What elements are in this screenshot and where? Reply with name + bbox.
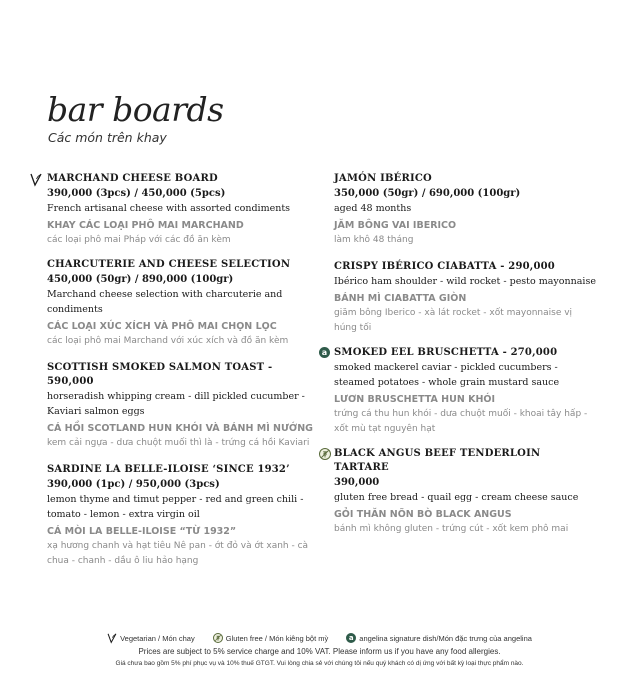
menu-item	[321, 346, 596, 437]
footer-note-vietnamese: Giá chưa bao gồm 5% phí phục vụ và 10% thuế GTGT. Vui lòng chia sẻ với chúng tôi nếu quý khách có dị ứng với bất kỳ loại thực phẩm nào.	[115, 660, 524, 667]
item-name: CRISPY IBÉRICO CIABATTA - 290,000	[334, 261, 555, 272]
item-description: smoked mackerel caviar - pickled cucumbers - steamed potatoes - whole grain mustard sauce	[334, 362, 560, 388]
item-description-vietnamese: giăm bông Iberico - xà lát rocket - xốt mayonnaise vị húng tối	[334, 308, 573, 333]
item-name: SARDINE LA BELLE-ILOISE ‘SINCE 1932’	[47, 464, 290, 475]
item-description: lemon thyme and timut pepper - red and green chili - tomato - lemon - extra virgin oil	[47, 494, 304, 520]
item-name-vietnamese: BÁNH MÌ CIABATTA GIÒN	[334, 293, 467, 304]
item-name: SCOTTISH SMOKED SALMON TOAST - 590,000	[47, 362, 273, 387]
page-title: bar boards	[47, 90, 224, 129]
item-name: MARCHAND CHEESE BOARD	[47, 173, 218, 184]
item-price: 450,000 (50gr) / 890,000 (100gr)	[47, 274, 234, 285]
item-name: SMOKED EEL BRUSCHETTA - 270,000	[334, 347, 558, 358]
legend-label-gluten-free: Gluten free / Món kiêng bột mỳ	[225, 633, 329, 643]
item-description-vietnamese: trứng cá thu hun khói - dưa chuột muối - khoai tây hấp - xốt mù tạt nguyên hạt	[334, 409, 588, 434]
signature-icon: a	[319, 347, 330, 358]
legend-label-signature: angelina signature dish/Món đặc trưng của angelina	[359, 633, 532, 643]
item-description-vietnamese: xạ hương chanh và hạt tiêu Nê pan - ớt đỏ và ớt xanh - cà chua - chanh - dầu ô liu hảo hạng	[47, 541, 309, 566]
menu-item	[47, 463, 315, 569]
legend-label-vegetarian: Vegetarian / Món chay	[120, 633, 195, 643]
gluten-free-icon	[213, 633, 223, 643]
item-name-vietnamese: CÁC LOẠI XÚC XÍCH VÀ PHÔ MAI CHỌN LỌC	[47, 321, 277, 332]
item-description-vietnamese: bánh mì không gluten - trứng cút - xốt kem phô mai	[334, 524, 569, 534]
item-name-vietnamese: CÁ MÒI LA BELLE-ILOISE “TỪ 1932”	[47, 526, 237, 537]
vegetarian-icon	[107, 633, 117, 643]
item-description-vietnamese: làm khô 48 tháng	[334, 235, 414, 245]
item-name-vietnamese: CÁ HỒI SCOTLAND HUN KHÓI VÀ BÁNH MÌ NƯỚNG	[47, 423, 313, 434]
item-price: 390,000 (3pcs) / 450,000 (5pcs)	[47, 188, 226, 199]
legend-item-signature	[346, 633, 532, 643]
menu-item	[334, 260, 596, 336]
signature-icon: a	[346, 633, 356, 643]
menu-item	[334, 172, 596, 248]
item-description: aged 48 months	[334, 203, 412, 214]
item-description: gluten free bread - quail egg - cream cheese sauce	[334, 492, 579, 503]
item-price: 390,000 (1pc) / 950,000 (3pcs)	[47, 479, 220, 490]
item-name: CHARCUTERIE AND CHEESE SELECTION	[47, 259, 291, 270]
footer-note-english: Prices are subject to 5% service charge and 10% VAT. Please inform us if you have any food allergies.	[138, 647, 501, 656]
item-description-vietnamese: các loại phô mai Marchand với xúc xích và đồ ăn kèm	[47, 336, 289, 346]
item-name-vietnamese: GỎI THĂN NÕN BÒ BLACK ANGUS	[334, 509, 512, 520]
item-name: JAMÓN IBÉRICO	[334, 173, 432, 184]
item-name-vietnamese: KHAY CÁC LOẠI PHÔ MAI MARCHAND	[47, 220, 244, 231]
menu-item	[47, 172, 315, 248]
menu-item	[47, 361, 315, 451]
item-description-vietnamese: kem cải ngựa - dưa chuột muối thì là - trứng cá hồi Kaviari	[47, 438, 310, 448]
item-description: Ibérico ham shoulder - wild rocket - pesto mayonnaise	[334, 276, 596, 287]
menu-column-right	[321, 172, 596, 547]
item-name-vietnamese: JĂM BÔNG VAI IBERICO	[334, 220, 457, 231]
menu-column-left	[47, 172, 315, 579]
legend-item-vegetarian	[107, 633, 195, 643]
menu-item	[334, 447, 596, 537]
page-subtitle: Các món trên khay	[48, 130, 167, 145]
vegetarian-icon	[30, 172, 42, 186]
item-description: French artisanal cheese with assorted condiments	[47, 203, 291, 214]
item-description-vietnamese: các loại phô mai Pháp với các đồ ăn kèm	[47, 235, 231, 245]
dietary-legend	[0, 633, 639, 643]
menu-item	[47, 258, 315, 349]
item-price: 390,000	[334, 477, 380, 488]
item-price: 350,000 (50gr) / 690,000 (100gr)	[334, 188, 521, 199]
item-description: Marchand cheese selection with charcuterie and condiments	[47, 289, 283, 315]
item-name: BLACK ANGUS BEEF TENDERLOIN TARTARE	[334, 448, 541, 473]
item-name-vietnamese: LƯƠN BRUSCHETTA HUN KHÓI	[334, 394, 496, 405]
legend-item-gluten-free	[213, 633, 329, 643]
gluten-free-icon	[319, 448, 331, 460]
item-description: horseradish whipping cream - dill pickled cucumber - Kaviari salmon eggs	[47, 391, 305, 417]
